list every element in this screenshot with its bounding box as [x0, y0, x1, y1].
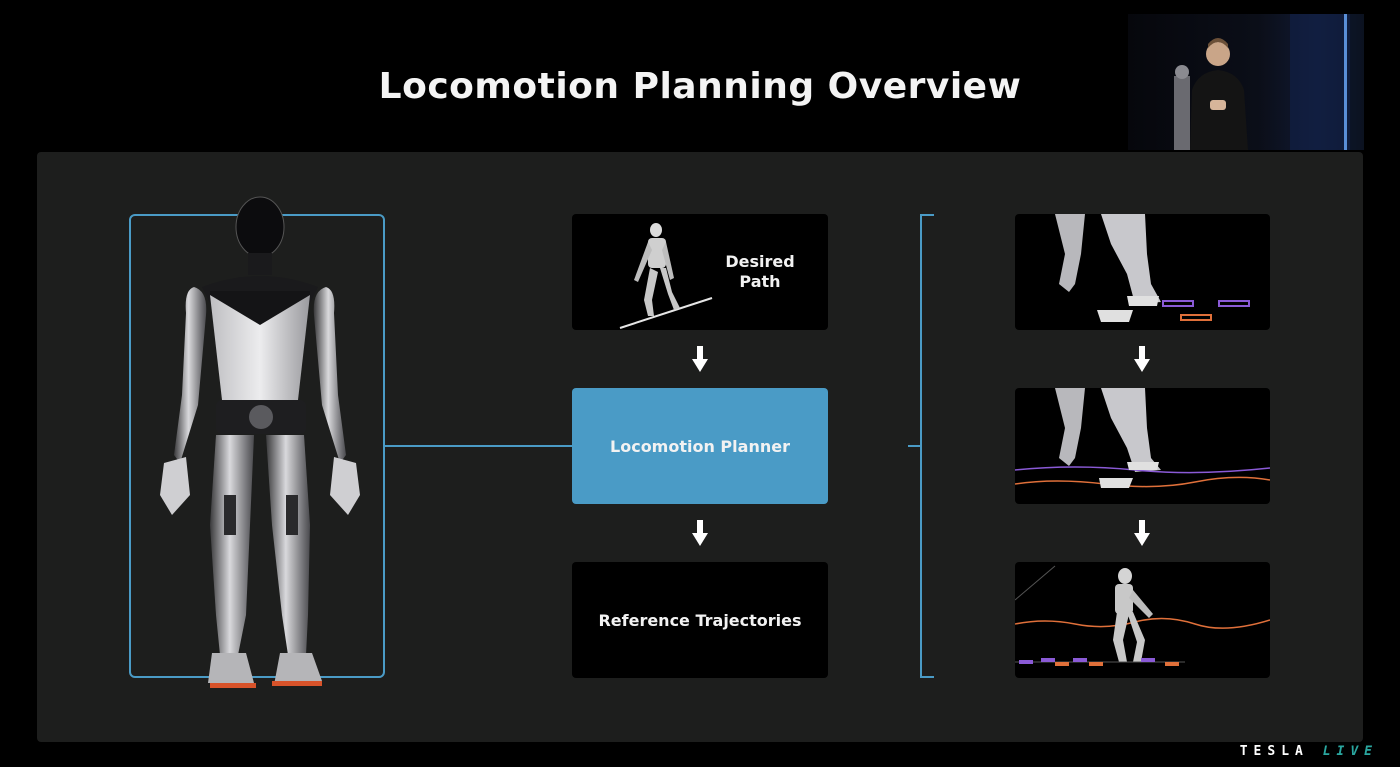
reference-trajectories-label: Reference Trajectories — [598, 610, 802, 630]
live-text: LIVE — [1322, 744, 1378, 759]
desired-path-box — [572, 214, 828, 330]
swing-trajectory-image — [1015, 388, 1270, 504]
swing-trajectory-figure — [1015, 388, 1270, 504]
locomotion-planner-box — [572, 388, 828, 504]
speaker-figure — [1128, 14, 1364, 150]
reference-trajectories-box — [572, 562, 828, 678]
reference-trajectory-image — [1015, 562, 1270, 678]
desired-path-label: Desired Path — [725, 252, 795, 291]
walking-robot-icon — [612, 220, 722, 330]
slide-title: Locomotion Planning Overview — [378, 66, 1022, 107]
robot-to-planner-connector — [385, 445, 572, 447]
speaker-video-inset — [1128, 14, 1364, 150]
down-arrow-icon — [692, 346, 708, 372]
footstep-plan-figure — [1015, 214, 1270, 330]
footstep-plan-image — [1015, 214, 1270, 330]
humanoid-robot-image — [150, 195, 364, 695]
bracket-tick — [908, 445, 920, 447]
brand-text: TESLA — [1239, 744, 1309, 759]
tesla-live-logo — [1240, 744, 1378, 759]
down-arrow-icon — [692, 520, 708, 546]
output-bracket — [920, 214, 934, 678]
down-arrow-icon — [1134, 346, 1150, 372]
down-arrow-icon — [1134, 520, 1150, 546]
reference-trajectory-figure — [1015, 562, 1270, 678]
locomotion-planner-label: Locomotion Planner — [610, 436, 790, 456]
